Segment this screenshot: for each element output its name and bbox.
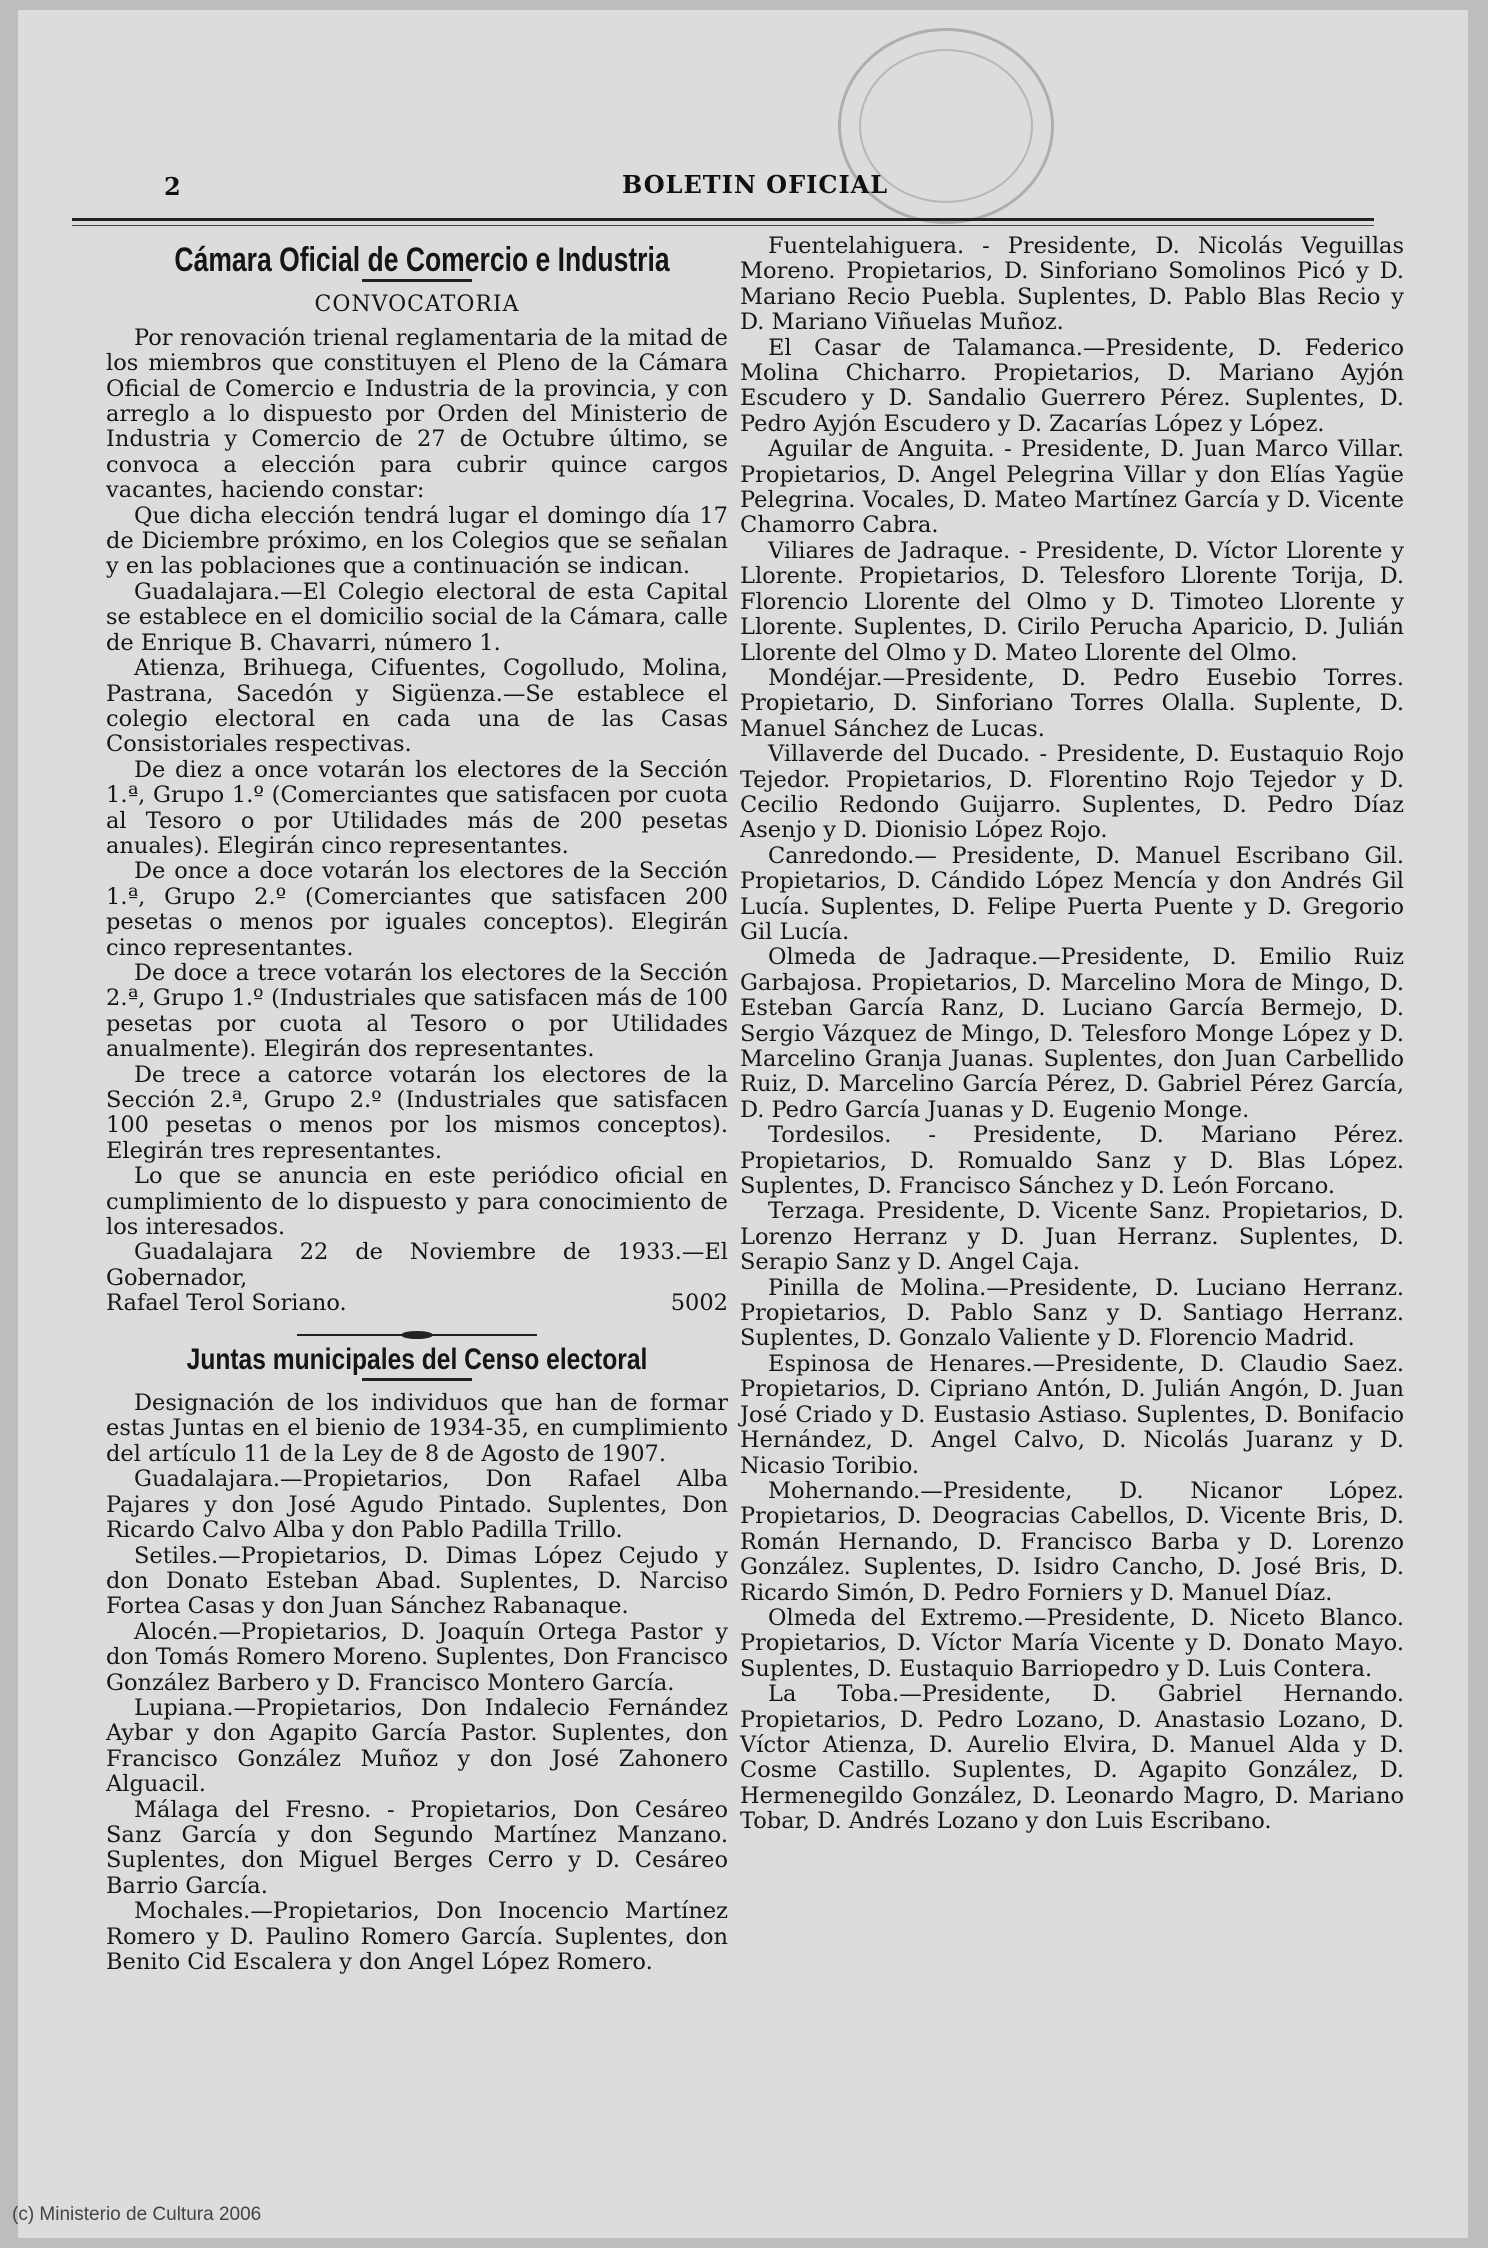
paragraph: Mochales.—Propietarios, Don Inocencio Martínez Romero y D. Paulino Romero García. Suplentes, don Benito Cid Escalera y don Angel López Romero. xyxy=(106,1898,728,1975)
paragraph: Espinosa de Henares.—Presidente, D. Claudio Saez. Propietarios, D. Cipriano Antón, D. Julián Angón, D. Juan José Criado y D. Eustasio Astiaso. Suplentes, D. Bonifacio Hernández, D. Angel Calvo, D. Nicolás Juaranz y D. Nicasio Toribio. xyxy=(740,1350,1404,1479)
publication-title: BOLETIN OFICIAL xyxy=(622,170,889,199)
paragraph: Lupiana.—Propietarios, Don Indalecio Fernández Aybar y don Agapito García Pastor. Suplentes, don Francisco González Muñoz y don José Zahonero Alguacil. xyxy=(106,1694,728,1798)
paragraph: La Toba.—Presidente, D. Gabriel Hernando. Propietarios, D. Pedro Lozano, D. Anastasio Lozano, D. Víctor Atienza, D. Aurelio Elvira, D. Manuel Alda y D. Cosme Castillo. Suplentes, D. Agapito González, D. Hermenegildo González, D. Leonardo Magro, D. Mariano Tobar, D. Andrés Lozano y don Luis Escribano. xyxy=(740,1681,1404,1835)
left-column xyxy=(106,234,728,1975)
paragraph: Pinilla de Molina.—Presidente, D. Luciano Herranz. Propietarios, D. Pablo Sanz y D. Santiago Herranz. Suplentes, D. Gonzalo Valiente y D. Florencio Madrid. xyxy=(740,1274,1404,1352)
paragraph: El Casar de Talamanca.—Presidente, D. Federico Molina Chicharro. Propietarios, D. Mariano Ayjón Escudero y D. Sandalio Guerrero Pérez. Suplentes, D. Pedro Ayjón Escudero y D. Zacarías López y López. xyxy=(740,334,1404,437)
newspaper-page xyxy=(18,10,1468,2238)
paragraph: De diez a once votarán los electores de la Sección 1.ª, Grupo 1.º (Comerciantes que satisfacen por cuota al Tesoro o por Utilidades más de 200 pesetas anuales). Elegirán cinco representantes. xyxy=(106,756,728,859)
right-column xyxy=(740,234,1404,1835)
paragraph: Mondéjar.—Presidente, D. Pedro Eusebio Torres. Propietario, D. Sinforiano Torres Olalla. Suplente, D. Manuel Sánchez de Lucas. xyxy=(740,664,1404,742)
paragraph: Que dicha elección tendrá lugar el domingo día 17 de Diciembre próximo, en los Colegios que se señalan y en las poblaciones que a continuación se indican. xyxy=(106,502,728,580)
paragraph: Olmeda del Extremo.—Presidente, D. Niceto Blanco. Propietarios, D. Víctor María Vicente y D. Donato Mayo. Suplentes, D. Eustaquio Barriopedro y D. Luis Contera. xyxy=(740,1604,1404,1682)
reference-number: 5002 xyxy=(670,1290,728,1317)
page-header xyxy=(54,166,1374,222)
section-subtitle: CONVOCATORIA xyxy=(314,292,520,318)
paragraph: Lo que se anuncia en este periódico oficial en cumplimiento de lo dispuesto y para conocimiento de los interesados. xyxy=(106,1163,728,1241)
ornament-divider xyxy=(297,1331,537,1339)
paragraph: Olmeda de Jadraque.—Presidente, D. Emilio Ruiz Garbajosa. Propietarios, D. Marcelino Mora de Mingo, D. Esteban García Ranz, D. Luciano García Bermejo, D. Sergio Vázquez de Mingo, D. Telesforo Monge López y D. Marcelino Granja Juanas. Suplentes, don Juan Carbellido Ruiz, D. Marcelino García Pérez, D. Gabriel Pérez García, D. Pedro García Juanas y D. Eugenio Monge. xyxy=(740,944,1404,1123)
paragraph: Tordesilos. - Presidente, D. Mariano Pérez. Propietarios, D. Romualdo Sanz y D. Blas López. Suplentes, D. Francisco Sánchez y D. León Forcano. xyxy=(740,1122,1404,1200)
paragraph: De doce a trece votarán los electores de la Sección 2.ª, Grupo 1.º (Industriales que satisfacen más de 100 pesetas por cuota al Tesoro o por Utilidades anualmente). Elegirán dos representantes. xyxy=(106,959,728,1063)
paragraph: Atienza, Brihuega, Cifuentes, Cogolludo, Molina, Pastrana, Sacedón y Sigüenza.—Se establece el colegio electoral en cada una de las Casas Consistoriales respectivas. xyxy=(106,655,728,758)
paragraph: Alocén.—Propietarios, D. Joaquín Ortega Pastor y don Tomás Romero Moreno. Suplentes, Don Francisco González Barbero y D. Francisco Montero García. xyxy=(106,1618,728,1696)
paragraph: Setiles.—Propietarios, D. Dimas López Cejudo y don Donato Esteban Abad. Suplentes, D. Narciso Fortea Casas y don Juan Sánchez Rabanaque. xyxy=(106,1542,728,1620)
title-underline xyxy=(362,279,472,282)
section-title-camara: Cámara Oficial de Comercio e Industria xyxy=(174,241,670,279)
paragraph: Fuentelahiguera. - Presidente, D. Nicolás Veguillas Moreno. Propietarios, D. Sinforiano Somolinos Picó y D. Mariano Recio Puebla. Suplentes, D. Pablo Blas Recio y D. Mariano Viñuelas Muñoz. xyxy=(740,233,1404,336)
paragraph: Guadalajara.—El Colegio electoral de esta Capital se establece en el domicilio social de la Cámara, calle de Enrique B. Chavarri, número 1. xyxy=(106,578,728,656)
paragraph: Designación de los individuos que han de formar estas Juntas en el bienio de 1934-35, en cumplimiento del artículo 11 de la Ley de 8 de Agosto de 1907. xyxy=(106,1390,728,1467)
paragraph: De trece a catorce votarán los electores de la Sección 2.ª, Grupo 2.º (Industriales que satisfacen 100 pesetas o menos por los mismos conceptos). Elegirán tres representantes. xyxy=(106,1061,728,1164)
paragraph: Málaga del Fresno. - Propietarios, Don Cesáreo Sanz García y don Segundo Martínez Manzano. Suplentes, don Miguel Berges Cerro y D. Cesáreo Barrio García. xyxy=(106,1796,728,1899)
title-underline xyxy=(362,1378,472,1381)
copyright-watermark: (c) Ministerio de Cultura 2006 xyxy=(12,2204,262,2225)
paragraph: Villaverde del Ducado. - Presidente, D. Eustaquio Rojo Tejedor. Propietarios, D. Florentino Rojo Tejedor y D. Cecilio Redondo Guijarro. Suplentes, D. Pedro Díaz Asenjo y D. Dionisio López Rojo. xyxy=(740,741,1404,844)
paragraph: Viliares de Jadraque. - Presidente, D. Víctor Llorente y Llorente. Propietarios, D. Telesforo Llorente Torija, D. Florencio Llorente del Olmo y D. Timoteo Llorente y Llorente. Suplentes, D. Cirilo Perucha Aparicio, D. Julián Llorente del Olmo y D. Mateo Llorente del Olmo. xyxy=(740,537,1404,666)
paragraph: Mohernando.—Presidente, D. Nicanor López. Propietarios, D. Deogracias Cabellos, D. Vicente Bris, D. Román Hernando, D. Francisco Barba y D. Lorenzo González. Suplentes, D. Isidro Cancho, D. José Bris, D. Ricardo Simón, D. Pedro Forniers y D. Manuel Díaz. xyxy=(740,1477,1404,1606)
paragraph: Terzaga. Presidente, D. Vicente Sanz. Propietarios, D. Lorenzo Herranz y D. Juan Herranz. Suplentes, D. Serapio Sanz y D. Angel Caja. xyxy=(740,1198,1404,1276)
page-number: 2 xyxy=(164,172,181,201)
header-rule xyxy=(72,218,1374,221)
header-rule-thin xyxy=(72,225,1374,226)
section-title-juntas: Juntas municipales del Censo electoral xyxy=(186,1342,648,1376)
paragraph: Por renovación trienal reglamentaria de la mitad de los miembros que constituyen el Pleno de la Cámara Oficial de Comercio e Industria de la provincia, y con arreglo a lo dispuesto por Orden del Ministerio de Industria y Comercio de 27 de Octubre último, se convoca a elección para cubrir quince cargos vacantes, haciendo constar: xyxy=(106,324,728,504)
paragraph: Guadalajara.—Propietarios, Don Rafael Alba Pajares y don José Agudo Pintado. Suplentes, Don Ricardo Calvo Alba y don Pablo Padilla Trillo. xyxy=(106,1466,728,1544)
paragraph: De once a doce votarán los electores de la Sección 1.ª, Grupo 2.º (Comerciantes que satisfacen 200 pesetas o menos por iguales conceptos). Elegirán cinco representantes. xyxy=(106,858,728,961)
paragraph: Aguilar de Anguita. - Presidente, D. Juan Marco Villar. Propietarios, D. Angel Pelegrina Villar y don Elías Yagüe Pelegrina. Vocales, D. Mateo Martínez García y D. Vicente Chamorro Cabra. xyxy=(740,436,1404,539)
signature: Rafael Terol Soriano. xyxy=(106,1290,347,1317)
paragraph: Guadalajara 22 de Noviembre de 1933.—El Gobernador, xyxy=(106,1239,728,1291)
paragraph: Canredondo.— Presidente, D. Manuel Escribano Gil. Propietarios, D. Cándido López Mencía y don Andrés Gil Lucía. Suplentes, D. Felipe Puerta Puente y D. Gregorio Gil Lucía. xyxy=(740,842,1404,945)
signature-line xyxy=(106,1291,728,1316)
